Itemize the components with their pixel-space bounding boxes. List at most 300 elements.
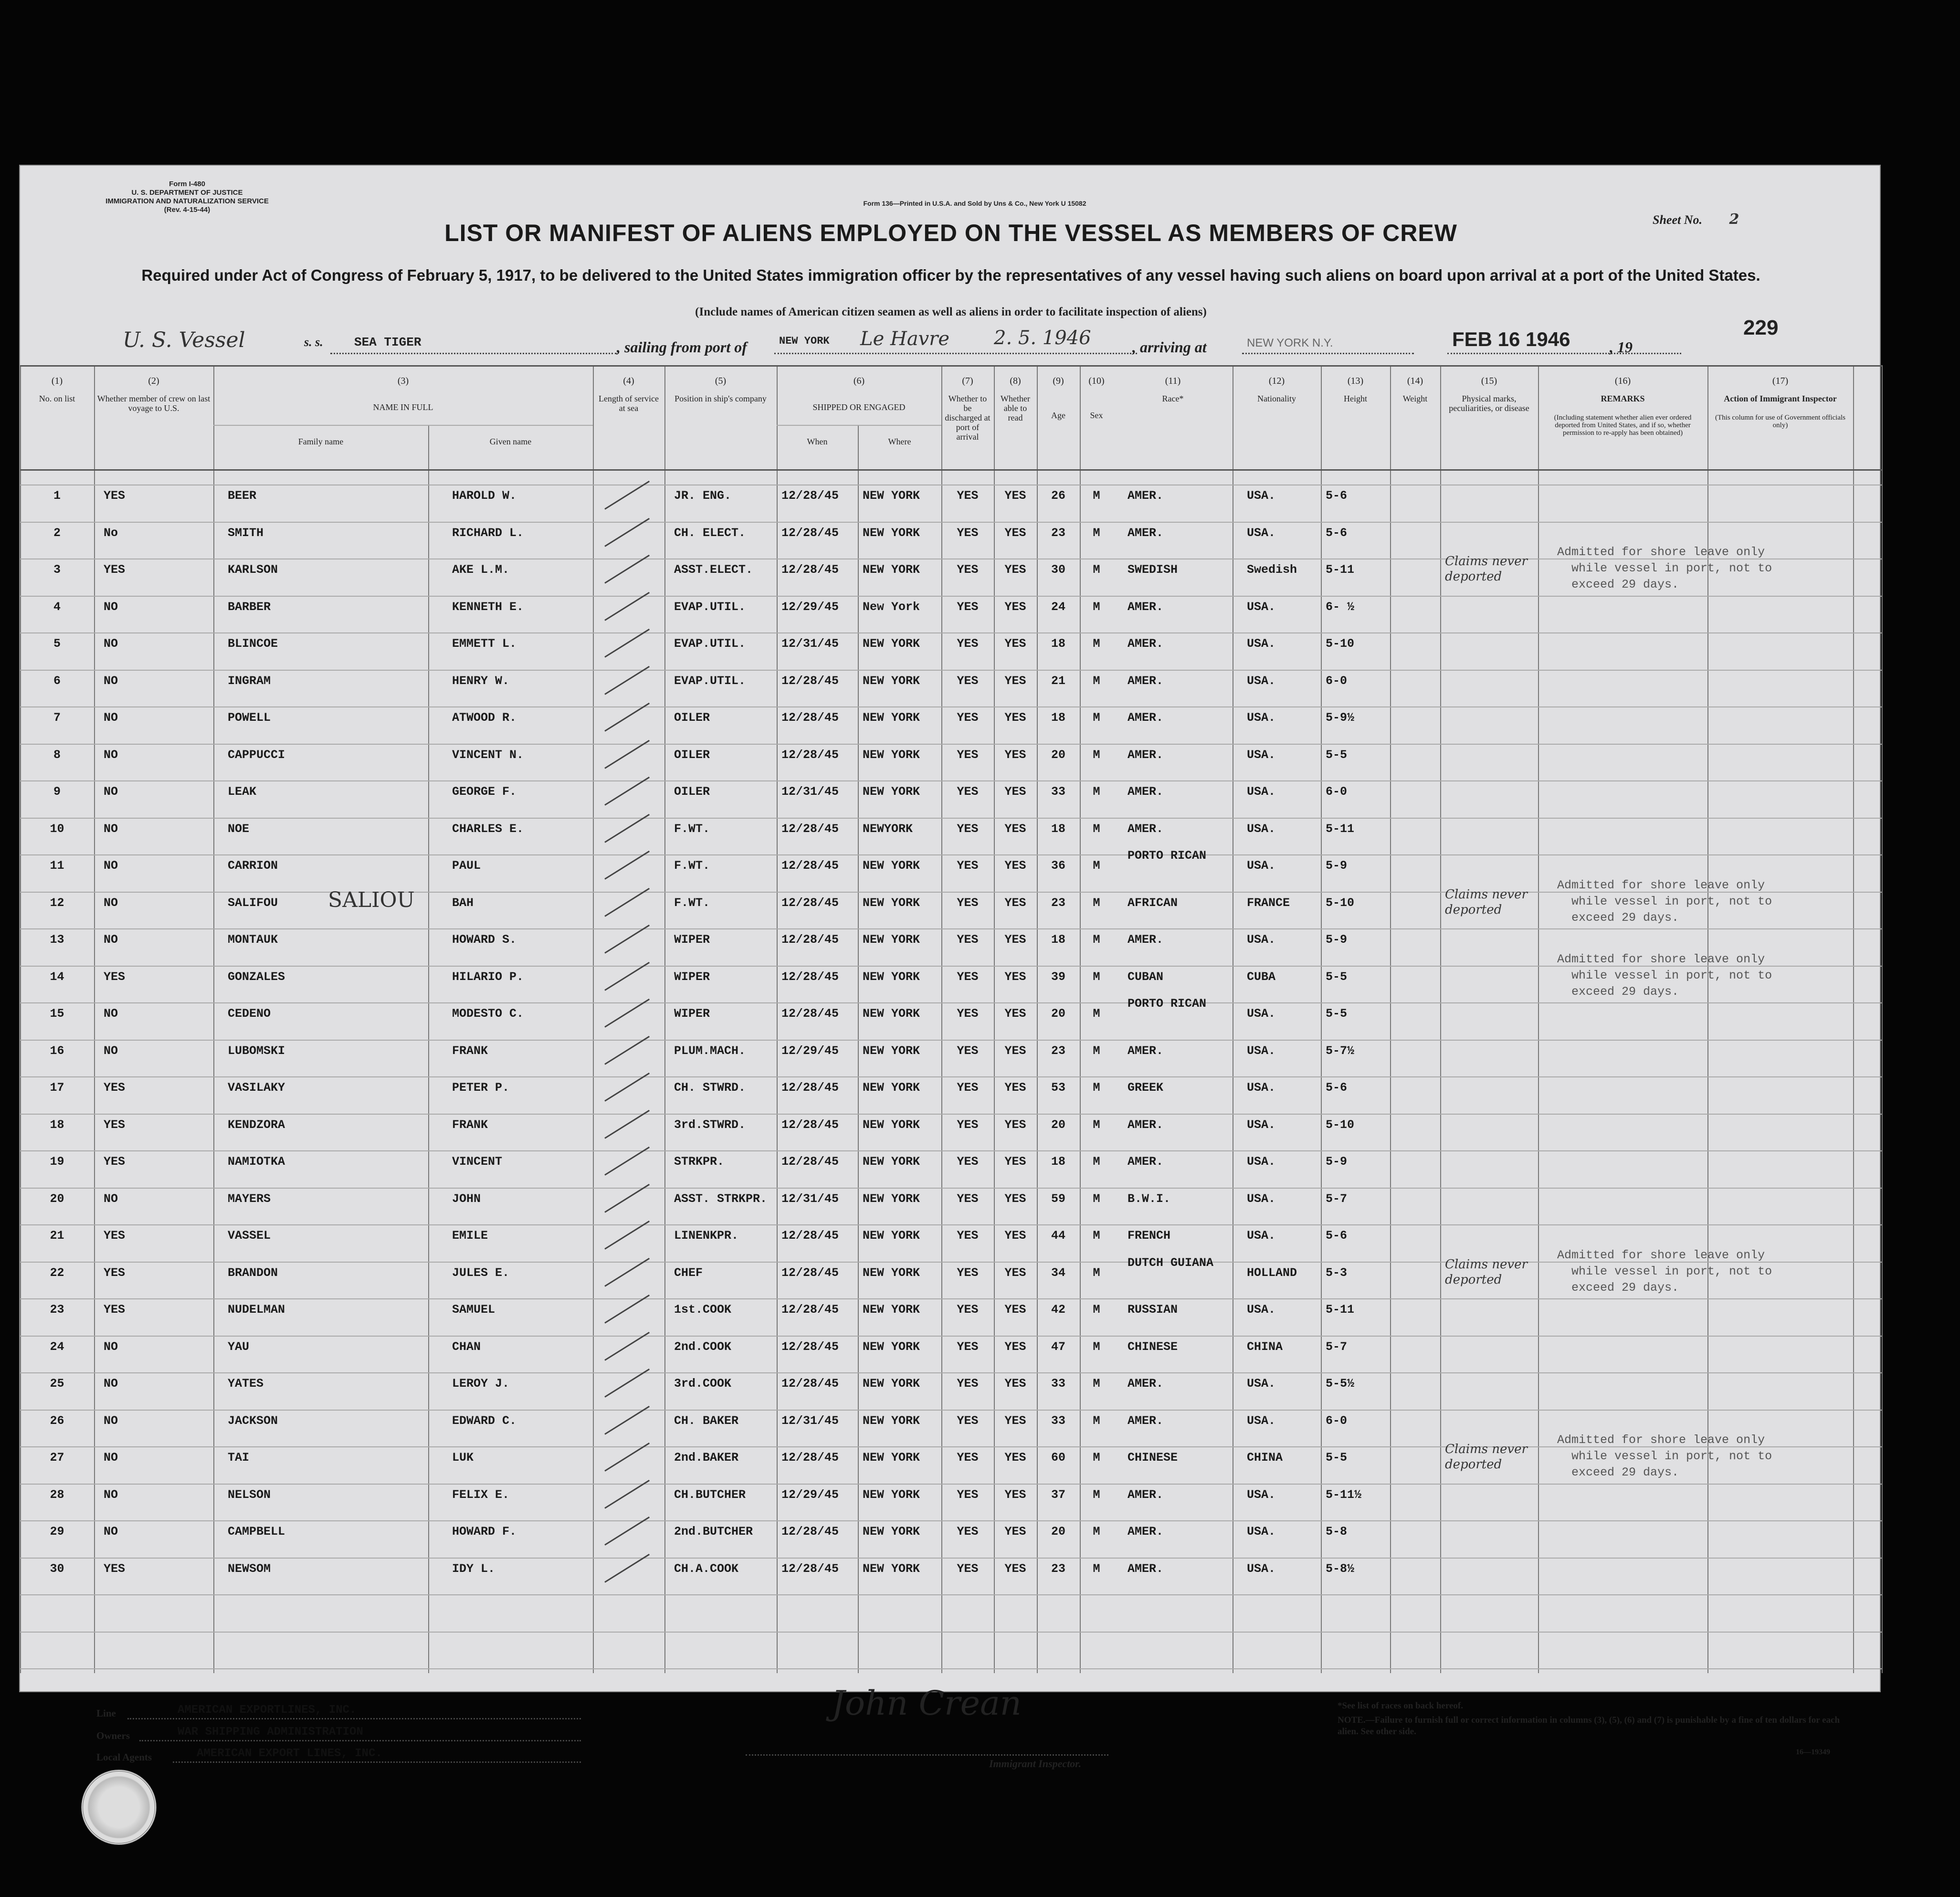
last-voyage: NO [104, 600, 118, 614]
inspector-label: Immigrant Inspector. [989, 1758, 1082, 1770]
shipped-where: NEW YORK [863, 970, 920, 984]
given-name: EMMETT L. [452, 637, 517, 651]
shipped-when: 12/28/45 [781, 1561, 839, 1576]
last-voyage: NO [104, 1451, 118, 1465]
vessel-name: SEA TIGER [354, 335, 422, 349]
given-name: FRANK [452, 1043, 488, 1058]
row-rule [20, 854, 1882, 855]
sex: M [1093, 933, 1100, 947]
discharged: YES [957, 1081, 979, 1095]
height: 5-10 [1326, 896, 1355, 910]
nationality: USA. [1247, 711, 1276, 725]
able-to-read: YES [1004, 1487, 1026, 1502]
remark-handwritten: Claims never deported [1445, 1442, 1528, 1472]
column-number: (17) [1772, 376, 1789, 386]
manifest-sheet [19, 165, 1881, 1770]
row-number: 12 [50, 896, 64, 910]
service: IMMIGRATION AND NATURALIZATION SERVICE [105, 197, 269, 205]
given-name: IDY L. [452, 1561, 495, 1576]
age: 47 [1051, 1339, 1065, 1354]
able-to-read: YES [1004, 970, 1026, 984]
nationality: USA. [1247, 1081, 1276, 1095]
discharged: YES [957, 1451, 979, 1465]
column-header: Race* [1162, 394, 1184, 403]
discharged: YES [957, 1007, 979, 1021]
row-rule [20, 1114, 1882, 1115]
given-name: FRANK [452, 1117, 488, 1132]
column-number: (2) [148, 376, 159, 386]
family-name: GONZALES [228, 970, 285, 984]
race: SWEDISH [1128, 563, 1178, 577]
row-rule [20, 928, 1882, 929]
nationality: USA. [1247, 785, 1276, 799]
shipped-where: New York [863, 600, 920, 614]
owners-label: Owners [96, 1730, 130, 1741]
column-number: (12) [1268, 376, 1285, 386]
position: 2nd.BAKER [674, 1451, 739, 1465]
form-code: 16—19349 [1796, 1748, 1830, 1756]
height: 6-0 [1326, 674, 1348, 688]
row-number: 13 [50, 933, 64, 947]
age: 20 [1051, 1007, 1065, 1021]
shipped-where: NEW YORK [863, 1265, 920, 1280]
last-voyage: NO [104, 822, 118, 836]
shipped-where: NEW YORK [863, 711, 920, 725]
able-to-read: YES [1004, 526, 1026, 540]
last-voyage: YES [104, 1155, 126, 1169]
height: 5-11 [1326, 1303, 1355, 1317]
position: CH. ELECT. [674, 526, 746, 540]
shipped-when: 12/28/45 [781, 1155, 839, 1169]
family-name: BRANDON [228, 1265, 278, 1280]
nationality: Swedish [1247, 563, 1297, 577]
nationality: USA. [1247, 526, 1276, 540]
family-name: VASSEL [228, 1229, 271, 1243]
row-number: 5 [53, 637, 61, 651]
family-name: JACKSON [228, 1413, 278, 1428]
sex: M [1093, 1487, 1100, 1502]
shipped-when: 12/28/45 [781, 859, 839, 873]
race: AMER. [1128, 600, 1164, 614]
shipped-when: 12/28/45 [781, 1081, 839, 1095]
column-header: No. on list [39, 394, 75, 403]
height: 5-7 [1326, 1339, 1348, 1354]
sex: M [1093, 1303, 1100, 1317]
height: 5-7½ [1326, 1043, 1355, 1058]
row-number: 29 [50, 1525, 64, 1539]
shipped-where: NEW YORK [863, 785, 920, 799]
height: 6- ½ [1326, 600, 1355, 614]
position: 1st.COOK [674, 1303, 732, 1317]
height: 5-10 [1326, 637, 1355, 651]
row-rule [20, 1410, 1882, 1411]
owners-value: WAR SHIPPING ADMINISTRATION [178, 1726, 363, 1739]
race: DUTCH GUIANA [1128, 1255, 1214, 1270]
sex: M [1093, 1339, 1100, 1354]
shipped-when: 12/28/45 [781, 489, 839, 503]
position: F.WT. [674, 822, 710, 836]
sail-date-handwritten: 2. 5. 1946 [994, 327, 1091, 349]
height: 5-10 [1326, 1117, 1355, 1132]
column-header: Action of Immigrant Inspector [1724, 394, 1837, 403]
shipped-when: 12/28/45 [781, 933, 839, 947]
row-number: 17 [50, 1081, 64, 1095]
discharged: YES [957, 1155, 979, 1169]
given-name: LUK [452, 1451, 474, 1465]
last-voyage: No [104, 526, 118, 540]
sex: M [1093, 637, 1100, 651]
sex: M [1093, 489, 1100, 503]
age: 34 [1051, 1265, 1065, 1280]
nationality: FRANCE [1247, 896, 1290, 910]
shipped-when: 12/28/45 [781, 1229, 839, 1243]
nationality: USA. [1247, 1303, 1276, 1317]
shipped-when: 12/28/45 [781, 1007, 839, 1021]
seal-stamp [81, 1770, 157, 1845]
able-to-read: YES [1004, 933, 1026, 947]
race: AMER. [1128, 1413, 1164, 1428]
row-number: 22 [50, 1265, 64, 1280]
column-number: (15) [1481, 376, 1497, 386]
discharged: YES [957, 1117, 979, 1132]
shipped-where: NEW YORK [863, 1155, 920, 1169]
nationality: USA. [1247, 1229, 1276, 1243]
last-voyage: NO [104, 859, 118, 873]
row-rule [20, 1372, 1882, 1373]
race: AMER. [1128, 1561, 1164, 1576]
column-number: (4) [623, 376, 634, 386]
row-number: 28 [50, 1487, 64, 1502]
column-header: Sex [1090, 411, 1103, 420]
given-name: GEORGE F. [452, 785, 517, 799]
column-header: Whether member of crew on last voyage to U.S. [97, 394, 211, 413]
shipped-where: NEW YORK [863, 1413, 920, 1428]
column-number: (11) [1165, 376, 1181, 386]
row-number: 19 [50, 1155, 64, 1169]
last-voyage: NO [104, 785, 118, 799]
position: OILER [674, 748, 710, 762]
row-rule [20, 1224, 1882, 1225]
nationality: USA. [1247, 637, 1276, 651]
shipped-where: NEW YORK [863, 1525, 920, 1539]
given-name: CHAN [452, 1339, 481, 1354]
last-voyage: NO [104, 1377, 118, 1391]
column-number: (10) [1088, 376, 1105, 386]
family-name: NOE [228, 822, 250, 836]
agents-label: Local Agents [96, 1751, 152, 1763]
height: 5-6 [1326, 526, 1348, 540]
sex: M [1093, 822, 1100, 836]
position: F.WT. [674, 896, 710, 910]
row-number: 4 [53, 600, 61, 614]
age: 37 [1051, 1487, 1065, 1502]
position: STRKPR. [674, 1155, 725, 1169]
sex: M [1093, 1081, 1100, 1095]
age: 39 [1051, 970, 1065, 984]
family-name: INGRAM [228, 674, 271, 688]
sex: M [1093, 1007, 1100, 1021]
height: 5-5 [1326, 1007, 1348, 1021]
sex: M [1093, 1229, 1100, 1243]
header-rule [20, 469, 1882, 471]
form-number: Form I-480 [169, 180, 205, 188]
nationality: CHINA [1247, 1339, 1283, 1354]
age: 20 [1051, 1117, 1065, 1132]
age: 23 [1051, 896, 1065, 910]
last-voyage: YES [104, 1117, 126, 1132]
given-name: EMILE [452, 1229, 488, 1243]
family-name: KENDZORA [228, 1117, 285, 1132]
given-name: LEROY J. [452, 1377, 510, 1391]
able-to-read: YES [1004, 1413, 1026, 1428]
age: 20 [1051, 748, 1065, 762]
arrival-port: NEW YORK N.Y. [1247, 337, 1333, 349]
height: 5-5 [1326, 970, 1348, 984]
discharged: YES [957, 896, 979, 910]
age: 33 [1051, 785, 1065, 799]
able-to-read: YES [1004, 1117, 1026, 1132]
able-to-read: YES [1004, 1339, 1026, 1354]
age: 20 [1051, 1525, 1065, 1539]
column-number: (9) [1053, 376, 1064, 386]
sex: M [1093, 1451, 1100, 1465]
agents-underline [173, 1761, 581, 1763]
last-voyage: YES [104, 1229, 126, 1243]
printer-line: Form 136—Printed in U.S.A. and Sold by Uns & Co., New York U 15082 [863, 200, 1086, 207]
race: AMER. [1128, 526, 1164, 540]
height: 5-9 [1326, 859, 1348, 873]
discharged: YES [957, 1377, 979, 1391]
position: CH.BUTCHER [674, 1487, 746, 1502]
year-label: , 19 [1610, 338, 1633, 356]
position: CH. STWRD. [674, 1081, 746, 1095]
header-rule [20, 365, 1882, 367]
row-number: 18 [50, 1117, 64, 1132]
nationality: USA. [1247, 933, 1276, 947]
able-to-read: YES [1004, 1043, 1026, 1058]
given-name: HILARIO P. [452, 970, 524, 984]
nationality: USA. [1247, 489, 1276, 503]
given-name: HOWARD F. [452, 1525, 517, 1539]
family-name: LEAK [228, 785, 257, 799]
race: CHINESE [1128, 1451, 1178, 1465]
column-header: Length of service at sea [599, 394, 659, 413]
family-name: POWELL [228, 711, 271, 725]
from-port: NEW YORK [779, 335, 830, 347]
sex: M [1093, 1265, 1100, 1280]
able-to-read: YES [1004, 711, 1026, 725]
column-header: Physical marks, peculiarities, or disease [1449, 394, 1529, 413]
height: 5-11 [1326, 822, 1355, 836]
position: EVAP.UTIL. [674, 637, 746, 651]
shipped-where: NEW YORK [863, 1081, 920, 1095]
row-number: 1 [53, 489, 61, 503]
sex: M [1093, 711, 1100, 725]
given-name: ATWOOD R. [452, 711, 517, 725]
row-number: 9 [53, 785, 61, 799]
column-rule [1882, 365, 1883, 1673]
height: 5-9 [1326, 933, 1348, 947]
family-name: CAPPUCCI [228, 748, 285, 762]
row-number: 25 [50, 1377, 64, 1391]
able-to-read: YES [1004, 822, 1026, 836]
last-voyage: NO [104, 1191, 118, 1206]
port-line [774, 353, 1137, 354]
given-name: AKE L.M. [452, 563, 510, 577]
shipped-where: NEW YORK [863, 1043, 920, 1058]
owners-underline [139, 1740, 581, 1741]
row-number: 30 [50, 1561, 64, 1576]
shipped-where: NEW YORK [863, 1007, 920, 1021]
shipped-when: 12/28/45 [781, 1117, 839, 1132]
shipped-when: 12/28/45 [781, 822, 839, 836]
able-to-read: YES [1004, 600, 1026, 614]
race: RUSSIAN [1128, 1303, 1178, 1317]
age: 60 [1051, 1451, 1065, 1465]
able-to-read: YES [1004, 1007, 1026, 1021]
given-name: FELIX E. [452, 1487, 510, 1502]
column-header: Whether able to read [1001, 394, 1030, 422]
family-name: VASILAKY [228, 1081, 285, 1095]
row-rule [20, 1040, 1882, 1041]
shipped-where: NEW YORK [863, 563, 920, 577]
shipped-when: 12/28/45 [781, 1377, 839, 1391]
sex: M [1093, 970, 1100, 984]
given-name: PAUL [452, 859, 481, 873]
race: FRENCH [1128, 1229, 1171, 1243]
age: 59 [1051, 1191, 1065, 1206]
position: 3rd.STWRD. [674, 1117, 746, 1132]
race: AMER. [1128, 1117, 1164, 1132]
shipped-when: 12/31/45 [781, 785, 839, 799]
position: JR. ENG. [674, 489, 732, 503]
discharged: YES [957, 859, 979, 873]
position: CH. BAKER [674, 1413, 739, 1428]
discharged: YES [957, 1413, 979, 1428]
row-number: 8 [53, 748, 61, 762]
age: 33 [1051, 1413, 1065, 1428]
arrival-date-stamp: FEB 16 1946 [1452, 328, 1570, 350]
discharged: YES [957, 637, 979, 651]
race: AMER. [1128, 933, 1164, 947]
column-header: Whether to be discharged at port of arrival [945, 394, 991, 442]
discharged: YES [957, 933, 979, 947]
family-name: MAYERS [228, 1191, 271, 1206]
shipped-when: 12/28/45 [781, 1339, 839, 1354]
column-subheader: When [807, 437, 828, 446]
row-rule [20, 1594, 1882, 1595]
races-note: *See list of races on back hereof. [1338, 1701, 1463, 1711]
row-number: 27 [50, 1451, 64, 1465]
row-number: 21 [50, 1229, 64, 1243]
height: 6-0 [1326, 785, 1348, 799]
height: 5-3 [1326, 1265, 1348, 1280]
line-value: AMERICAN EXPORTLINES, INC. [178, 1704, 357, 1717]
race: AMER. [1128, 489, 1164, 503]
shipped-where: NEWYORK [863, 822, 913, 836]
last-voyage: NO [104, 1007, 118, 1021]
able-to-read: YES [1004, 748, 1026, 762]
given-name: JULES E. [452, 1265, 510, 1280]
given-name: JOHN [452, 1191, 481, 1206]
race: AMER. [1128, 1377, 1164, 1391]
family-name: BARBER [228, 600, 271, 614]
race: PORTO RICAN [1128, 849, 1207, 863]
height: 5-11 [1326, 563, 1355, 577]
position: OILER [674, 785, 710, 799]
height: 5-5½ [1326, 1377, 1355, 1391]
subheader-rule [213, 425, 593, 426]
family-name: CAMPBELL [228, 1525, 285, 1539]
height: 5-8 [1326, 1525, 1348, 1539]
nationality: USA. [1247, 600, 1276, 614]
given-name: PETER P. [452, 1081, 510, 1095]
height: 5-7 [1326, 1191, 1348, 1206]
age: 21 [1051, 674, 1065, 688]
age: 44 [1051, 1229, 1065, 1243]
sex: M [1093, 600, 1100, 614]
department: U. S. DEPARTMENT OF JUSTICE [131, 189, 243, 197]
sex: M [1093, 1155, 1100, 1169]
remark-stamp: Admitted for shore leave only while vessel in port, not to exceed 29 days. [1557, 545, 1772, 591]
ss-label: s. s. [304, 335, 323, 349]
arrival-line [1242, 353, 1414, 354]
column-header: Nationality [1257, 394, 1296, 403]
race: AMER. [1128, 1155, 1164, 1169]
row-number: 14 [50, 970, 64, 984]
row-rule [20, 632, 1882, 633]
column-subheader: Where [888, 437, 911, 446]
subheader-rule [777, 425, 941, 426]
column-number: (8) [1010, 376, 1021, 386]
shipped-when: 12/28/45 [781, 1525, 839, 1539]
nationality: USA. [1247, 1525, 1276, 1539]
shipped-where: NEW YORK [863, 1451, 920, 1465]
age: 24 [1051, 600, 1065, 614]
sex: M [1093, 748, 1100, 762]
last-voyage: YES [104, 1303, 126, 1317]
row-number: 3 [53, 563, 61, 577]
discharged: YES [957, 1265, 979, 1280]
last-voyage: NO [104, 896, 118, 910]
position: CH.A.COOK [674, 1561, 739, 1576]
age: 30 [1051, 563, 1065, 577]
height: 5-6 [1326, 1229, 1348, 1243]
column-number: (6) [853, 376, 865, 386]
column-number: (7) [962, 376, 973, 386]
row-rule [20, 1632, 1882, 1633]
row-number: 26 [50, 1413, 64, 1428]
crew-table [20, 365, 1882, 1673]
position: ASST.ELECT. [674, 563, 753, 577]
age: 23 [1051, 526, 1065, 540]
last-voyage: YES [104, 1081, 126, 1095]
shipped-when: 12/28/45 [781, 748, 839, 762]
age: 18 [1051, 822, 1065, 836]
discharged: YES [957, 563, 979, 577]
able-to-read: YES [1004, 489, 1026, 503]
date-line [1447, 353, 1681, 354]
position: EVAP.UTIL. [674, 600, 746, 614]
nationality: USA. [1247, 1117, 1276, 1132]
column-subheader: Family name [298, 437, 344, 446]
shipped-when: 12/28/45 [781, 1451, 839, 1465]
race: AMER. [1128, 674, 1164, 688]
able-to-read: YES [1004, 896, 1026, 910]
nationality: USA. [1247, 1487, 1276, 1502]
shipped-when: 12/29/45 [781, 600, 839, 614]
sex: M [1093, 1561, 1100, 1576]
